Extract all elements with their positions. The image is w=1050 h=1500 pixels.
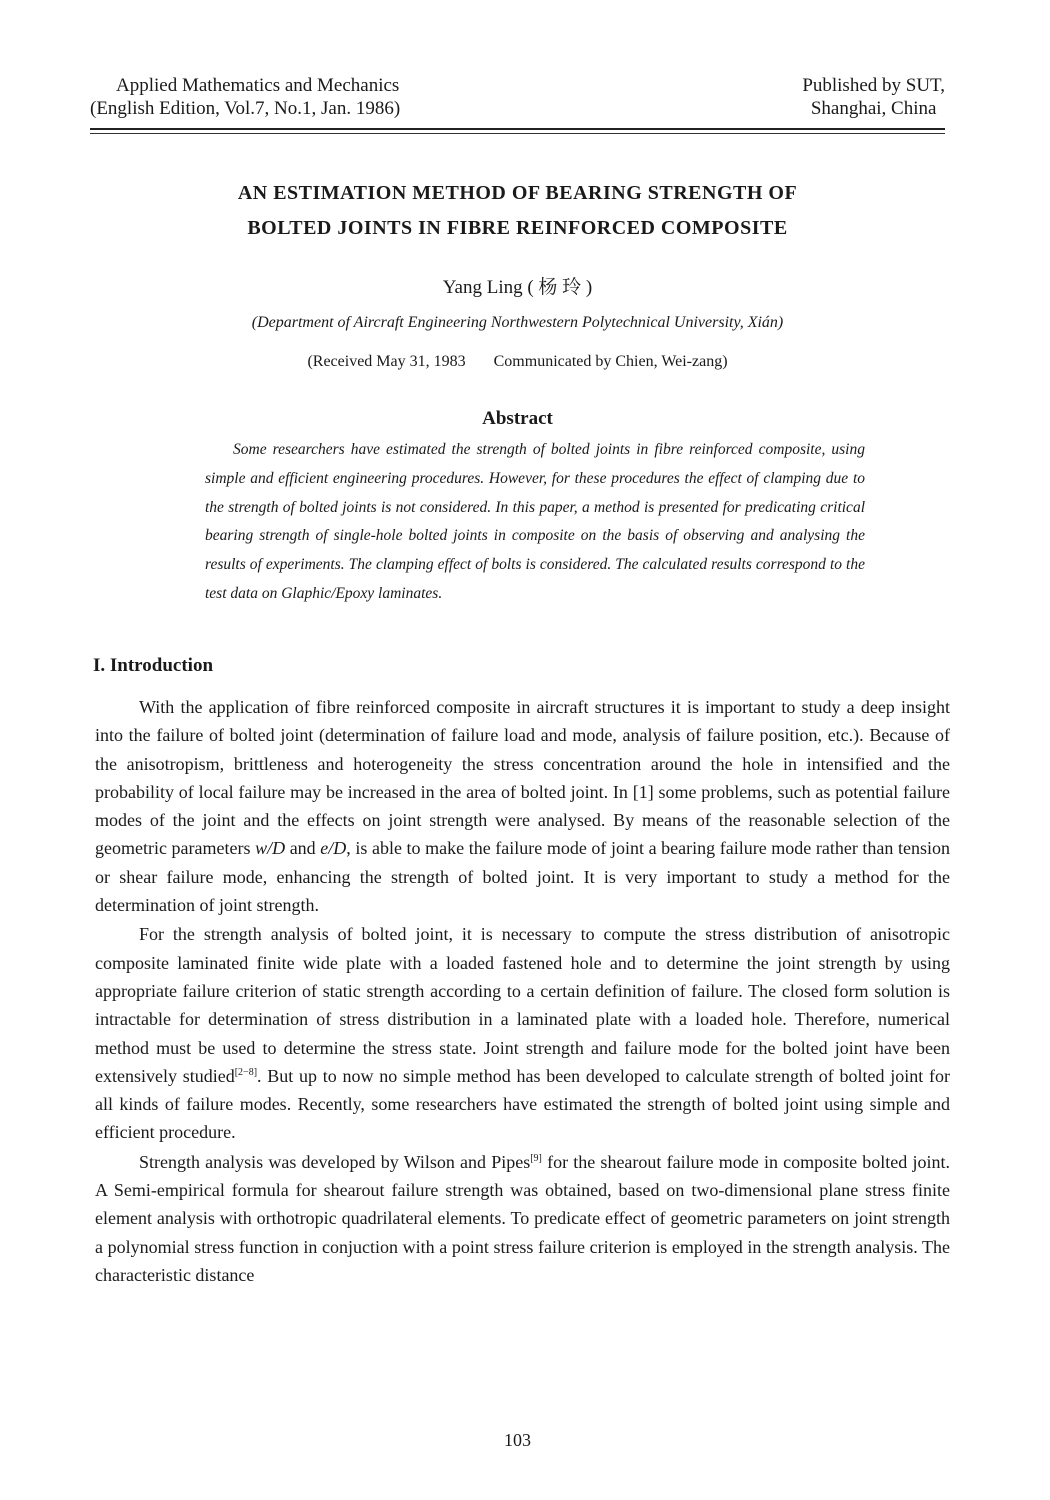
title-line-1: AN ESTIMATION METHOD OF BEARING STRENGTH OF — [237, 182, 798, 204]
paragraph-3-end: for the shearout failure mode in composite bolted joint. A Semi-empirical formula for shearout failure strength was obtained, based on two-dimensional plane stress finite element analysis with orthotropic quadrilateral elements. To predicate effect of geometric parameters on joint strength a polynomial stress function in conjuction with a point stress failure criterion is employed in the strength analysis. The characteristic distance — [95, 1151, 950, 1285]
paragraph-2 — [95, 920, 950, 1146]
wd-ratio: w/D — [255, 838, 286, 859]
paper-title — [90, 176, 945, 246]
paragraph-2-end: . But up to now no simple method has been developed to calculate strength of bolted joint for all kinds of failure modes. Recently, some researchers have estimated the strength of bolted joint using simple and efficient procedure. — [95, 1065, 950, 1143]
journal-name: Applied Mathematics and Mechanics — [116, 75, 400, 96]
citation-9: [9] — [530, 1152, 542, 1164]
received-line — [90, 353, 945, 371]
paragraph-1-end: , is able to make the failure mode of joint a bearing failure mode rather than tension or shear failure mode, enhancing the strength of bolted joint. It is very important to study a method for the determination of joint strength. — [95, 838, 950, 916]
body-text — [95, 693, 950, 1290]
header-rule-thin — [90, 133, 945, 134]
received-date: (Received May 31, 1983 — [307, 353, 466, 370]
running-header — [90, 74, 945, 126]
paragraph-3-start: Strength analysis was developed by Wilson and Pipes — [139, 1151, 531, 1172]
communicated-by: Communicated by Chien, Wei-zang) — [493, 353, 728, 370]
paragraph-1 — [95, 693, 950, 919]
title-line-2: BOLTED JOINTS IN FIBRE REINFORCED COMPOSITE — [247, 217, 788, 239]
header-rule-thick — [90, 128, 945, 130]
citation-2-8: [2−8] — [234, 1066, 258, 1078]
publisher-location: Shanghai, China — [810, 98, 937, 119]
section-heading: I. Introduction — [93, 655, 214, 676]
publisher-name: Published by SUT, — [802, 75, 945, 96]
paragraph-3 — [95, 1148, 950, 1289]
affiliation: (Department of Aircraft Engineering Northwestern Polytechnical University, Xián) — [251, 314, 784, 331]
paragraph-1-and: and — [285, 838, 321, 859]
paragraph-1-start: With the application of fibre reinforced composite in aircraft structures it is important to study a deep insight into the failure of bolted joint (determination of failure load and mode, analysis of failure position, etc.). Because of the anisotropism, brittleness and hoterogeneity the stress concentration around the hole in intensified and the probability of local failure may be increased in the area of bolted joint. In [1] some problems, such as potential failure modes of the joint and the effects on joint strength were analysed. By means of the reasonable selection of the geometric parameters — [95, 697, 950, 859]
ed-ratio: e/D — [320, 838, 347, 859]
page-number: 103 — [504, 1430, 531, 1450]
publisher-info — [802, 74, 945, 120]
paragraph-2-start: For the strength analysis of bolted joint, it is necessary to compute the stress distribution of anisotropic composite laminated finite wide plate with a loaded fastened hole and to determine the joint strength by using appropriate failure criterion of static strength according to a certain definition of failure. The closed form solution is intractable for determination of stress distribution in a laminated plate with a loaded hole. Therefore, numerical method must be used to determine the stress state. Joint strength and failure mode for the bolted joint have been extensively studied — [95, 924, 950, 1086]
abstract-heading: Abstract — [482, 408, 553, 429]
abstract-text: Some researchers have estimated the strength of bolted joints in fibre reinforced composite, using simple and efficient engineering procedures. However, for these procedures the effect of clamping due to the strength of bolted joints is not considered. In this paper, a method is presented for predicating critical bearing strength of single-hole bolted joints in composite on the basis of observing and analysing the results of experiments. The clamping effect of bolts is considered. The calculated results correspond to the test data on Glaphic/Epoxy laminates. — [205, 441, 865, 602]
author: Yang Ling ( 杨 玲 ) — [442, 277, 593, 298]
journal-edition: (English Edition, Vol.7, No.1, Jan. 1986) — [90, 98, 401, 119]
journal-info — [90, 74, 400, 120]
